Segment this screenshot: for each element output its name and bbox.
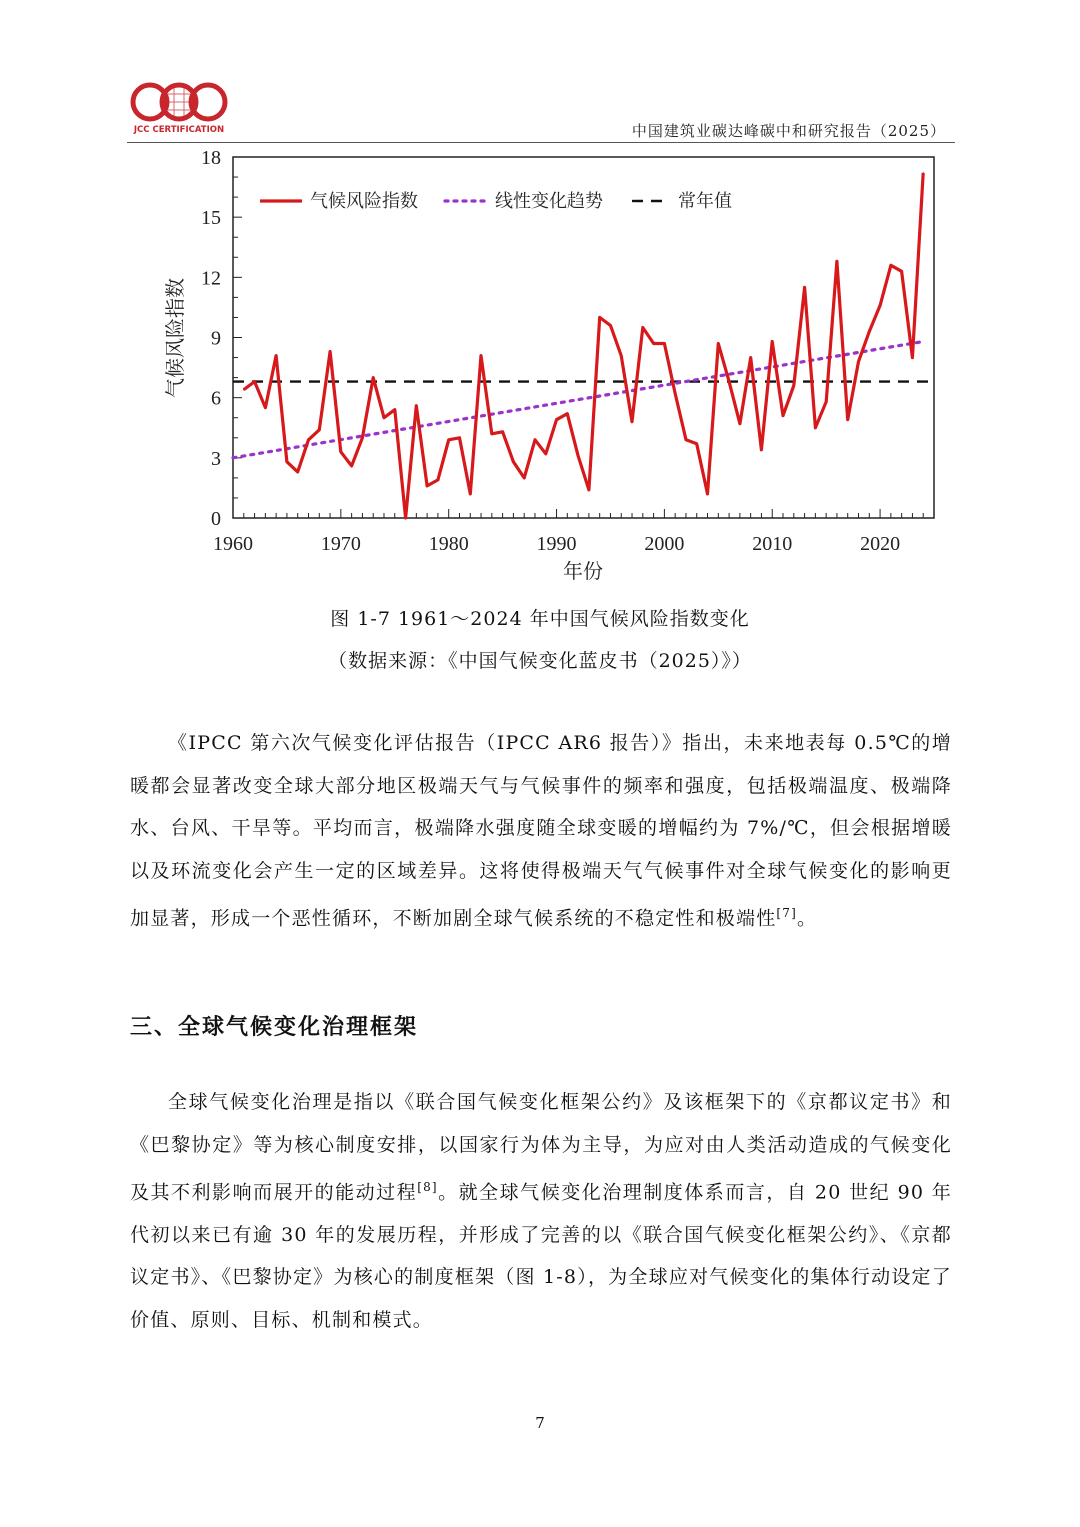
- chart-legend: [260, 190, 732, 212]
- y-tick-label: 0: [211, 508, 221, 530]
- x-tick-label: 1970: [320, 533, 361, 555]
- index-data-point: [750, 357, 752, 359]
- paragraph-ipcc-end: 。: [797, 907, 818, 930]
- index-data-point: [707, 493, 709, 495]
- logo-text: JCC CERTIFICATION: [133, 125, 225, 135]
- index-data-point: [922, 172, 924, 174]
- index-data-point: [567, 413, 569, 415]
- index-data-point: [804, 287, 806, 289]
- index-data-point: [868, 331, 870, 333]
- index-data-point: [620, 355, 622, 357]
- index-data-point: [782, 415, 784, 417]
- index-data-point: [534, 439, 536, 441]
- paragraph-governance-text-b: 。就全球气候变化治理制度体系而言，自 20 世纪 90 年代初以来已有逾 30 年的发展历程，并形成了完善的以《联合国气候变化框架公约》、《京都议定书》、《巴黎协定》为核心的制度框架（图 1-8），为全球应对气候变化的集体行动设定了价值、原则、目标、机制和模式。: [130, 1181, 952, 1331]
- index-data-point: [297, 471, 299, 473]
- index-data-point: [265, 407, 267, 409]
- index-data-point: [696, 443, 698, 445]
- index-data-point: [480, 355, 482, 357]
- index-data-point: [912, 357, 914, 359]
- index-data-point: [685, 439, 687, 441]
- index-data-point: [664, 343, 666, 345]
- index-data-point: [815, 427, 817, 429]
- index-data-point: [599, 317, 601, 319]
- index-data-point: [437, 479, 439, 481]
- index-data-point: [836, 260, 838, 262]
- index-data-point: [491, 433, 493, 435]
- index-data-point: [718, 343, 720, 345]
- section-heading: 三、全球气候变化治理框架: [130, 1015, 419, 1040]
- index-data-point: [771, 341, 773, 343]
- y-axis-label: 气候风险指数: [163, 278, 187, 398]
- index-data-point: [577, 455, 579, 457]
- y-tick-label: 9: [211, 327, 221, 350]
- paragraph-governance-text-a: 全球气候变化治理是指以《联合国气候变化框架公约》及该框架下的《京都议定书》和《巴黎协定》等为核心制度安排，以国家行为体为主导，为应对由人类活动造成的气候变化及其不利影响而展开的能动过程: [130, 1091, 952, 1204]
- x-tick-label: 2000: [644, 533, 685, 555]
- index-data-point: [426, 485, 428, 487]
- y-tick-label: 3: [211, 447, 221, 470]
- index-data-point: [340, 451, 342, 453]
- index-data-point: [502, 431, 504, 433]
- jcc-logo: [128, 80, 230, 136]
- index-data-point: [556, 419, 558, 421]
- x-axis-label: 年份: [563, 559, 603, 583]
- index-data-point: [588, 489, 590, 491]
- index-data-point: [372, 377, 374, 379]
- index-data-point: [405, 517, 407, 519]
- index-data-point: [448, 439, 450, 441]
- index-data-point: [513, 461, 515, 463]
- climate-risk-index-line: [244, 173, 923, 518]
- paragraph-ipcc: [130, 722, 952, 940]
- legend-normal-label: 常年值: [678, 191, 732, 212]
- index-data-point: [329, 351, 331, 353]
- index-data-point: [728, 381, 730, 383]
- climate-risk-chart: [150, 148, 950, 588]
- index-data-point: [469, 493, 471, 495]
- y-tick-label: 12: [201, 267, 221, 290]
- x-tick-label: 1990: [536, 533, 577, 555]
- header-divider: [127, 142, 955, 143]
- y-tick-label: 18: [201, 148, 221, 169]
- index-data-point: [879, 305, 881, 307]
- index-data-point: [847, 419, 849, 421]
- paragraph-governance: [130, 1081, 952, 1341]
- citation-8: [8]: [417, 1180, 438, 1194]
- index-data-point: [383, 417, 385, 419]
- index-data-point: [351, 465, 353, 467]
- index-data-point: [275, 355, 277, 357]
- index-data-point: [610, 325, 612, 327]
- index-data-point: [243, 389, 245, 391]
- index-data-point: [642, 327, 644, 329]
- index-data-point: [793, 385, 795, 387]
- index-data-point: [653, 343, 655, 345]
- x-tick-label: 1960: [213, 533, 253, 555]
- x-tick-label: 1980: [428, 533, 469, 555]
- index-data-point: [631, 421, 633, 423]
- paragraph-ipcc-text: 《IPCC 第六次气候变化评估报告（IPCC AR6 报告）》指出，未来地表每 0.5℃的增暖都会显著改变全球大部分地区极端天气与气候事件的频率和强度，包括极端温度、极端降水、台风、干旱等。平均而言，极端降水强度随全球变暖的增幅约为 7%/℃，但会根据增暖以及环流变化会产生一定的区域差异。这将使得极端天气气候事件对全球气候变化的影响更加显著，形成一个恶性循环，不断加剧全球气候系统的不稳定性和极端性: [130, 732, 952, 930]
- legend-index-label: 气候风险指数: [310, 191, 418, 212]
- index-data-point: [890, 265, 892, 267]
- figure-source: （数据来源：《中国气候变化蓝皮书（2025）》）: [328, 650, 752, 672]
- index-data-point: [459, 437, 461, 439]
- legend-trend-label: 线性变化趋势: [495, 191, 603, 212]
- citation-7: [7]: [776, 906, 798, 920]
- index-data-point: [901, 271, 903, 273]
- index-data-point: [286, 461, 288, 463]
- y-tick-label: 15: [201, 207, 221, 230]
- figure-caption: 图 1-7 1961～2024 年中国气候风险指数变化: [330, 608, 750, 630]
- y-tick-label: 6: [211, 387, 221, 410]
- x-tick-label: 2020: [860, 533, 901, 555]
- index-data-point: [254, 381, 256, 383]
- page-number: 7: [535, 1414, 545, 1432]
- index-data-point: [545, 453, 547, 455]
- index-data-point: [523, 477, 525, 479]
- index-data-point: [761, 449, 763, 451]
- index-data-point: [858, 361, 860, 363]
- index-data-point: [394, 409, 396, 411]
- index-data-point: [362, 437, 364, 439]
- header-title: 中国建筑业碳达峰碳中和研究报告（2025）: [631, 122, 946, 140]
- index-data-point: [416, 405, 418, 407]
- index-data-point: [825, 401, 827, 403]
- chart-series: [233, 172, 934, 519]
- index-data-point: [674, 393, 676, 395]
- x-tick-label: 2010: [752, 533, 793, 555]
- index-data-point: [308, 439, 310, 441]
- index-data-point: [318, 429, 320, 431]
- index-data-point: [739, 423, 741, 425]
